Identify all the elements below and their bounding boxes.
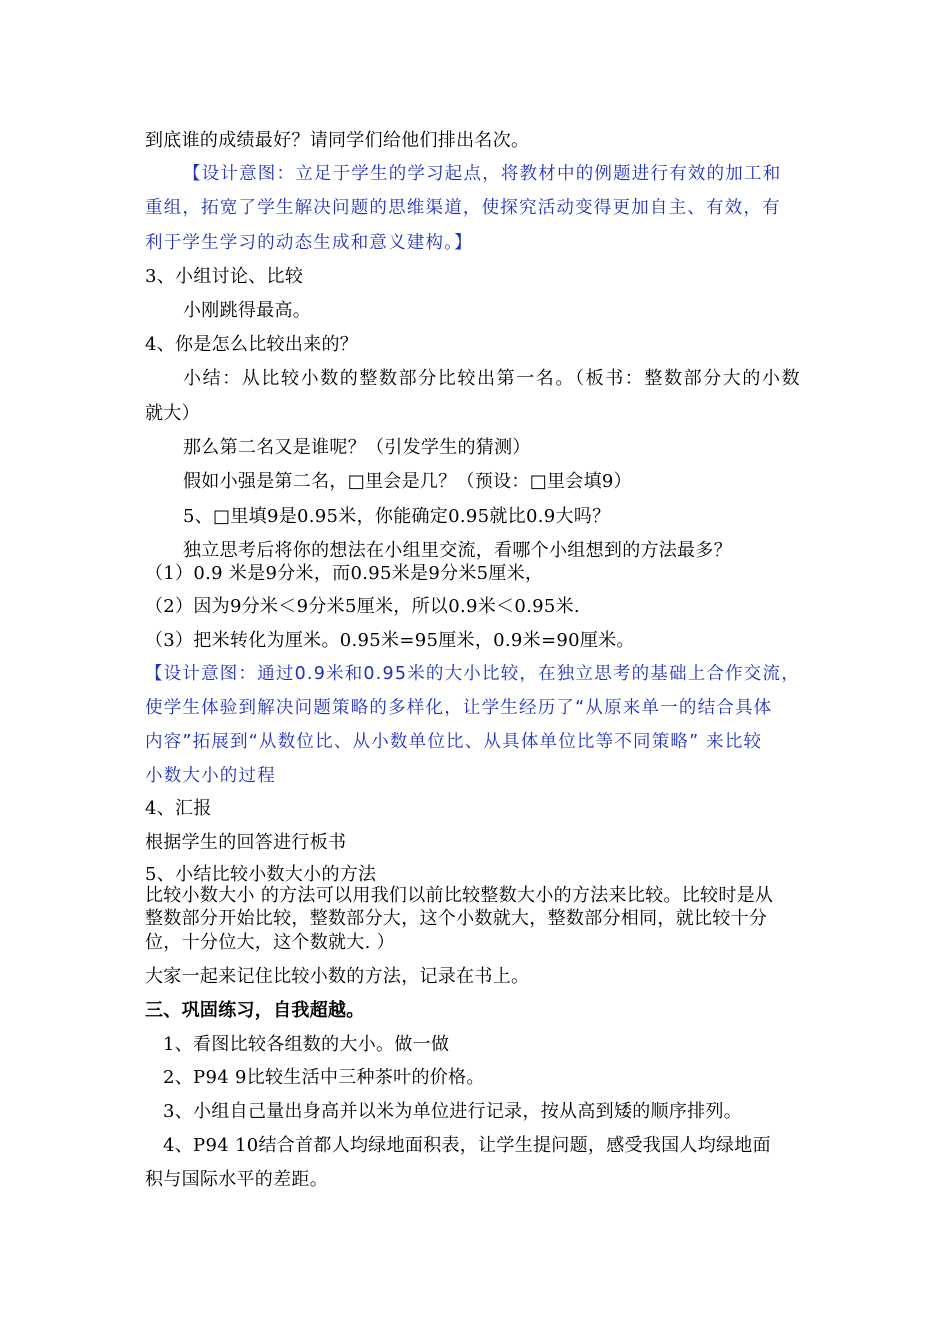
text-line: 整数部分开始比较，整数部分大，这个小数就大，整数部分相同，就比较十分	[145, 908, 768, 929]
design-intent-line: 【设计意图：通过0.9米和0.95米的大小比较，在独立思考的基础上合作交流，	[145, 664, 800, 684]
text-line: 位，十分位大，这个数就大. ）	[145, 932, 395, 953]
text-line: 根据学生的回答进行板书	[145, 832, 347, 853]
text-line: （3）把米转化为厘米。0.95米=95厘米，0.9米=90厘米。	[145, 630, 635, 651]
exercise-item: 4、P94 10结合首都人均绿地面积表，让学生提问题，感受我国人均绿地面	[163, 1135, 771, 1156]
text-line: 大家一起来记住比较小数的方法，记录在书上。	[145, 966, 530, 987]
text-line: 比较小数大小 的方法可以用我们以前比较整数大小的方法来比较。比较时是从	[145, 885, 774, 906]
section-heading: 4、汇报	[145, 798, 212, 819]
exercise-item: 1、看图比较各组数的大小。做一做	[163, 1034, 450, 1055]
text-line: 积与国际水平的差距。	[145, 1169, 328, 1190]
design-intent-line: 内容”拓展到“从数位比、从小数单位比、从具体单位比等不同策略” 来比较	[145, 732, 763, 752]
text-line: 假如小强是第二名，□里会是几？（预设：□里会填9）	[183, 471, 632, 492]
text-line: 那么第二名又是谁呢？（引发学生的猜测）	[183, 437, 531, 458]
text-line: （1）0.9 米是9分米，而0.95米是9分米5厘米，	[145, 563, 544, 584]
text-line: 独立思考后将你的想法在小组里交流，看哪个小组想到的方法最多？	[183, 540, 732, 561]
text-line: 就大）	[145, 403, 200, 424]
text-line: 小刚跳得最高。	[183, 300, 312, 321]
exercise-item: 3、小组自己量出身高并以米为单位进行记录，按从高到矮的顺序排列。	[163, 1101, 743, 1122]
design-intent-line: 小数大小的过程	[145, 766, 276, 786]
text-line: 小结：从比较小数的整数部分比较出第一名。（板书：整数部分大的小数	[183, 368, 802, 389]
exercise-item: 2、P94 9比较生活中三种茶叶的价格。	[163, 1067, 485, 1088]
section-heading: 三、巩固练习，自我超越。	[145, 1000, 365, 1021]
section-heading: 5、小结比较小数大小的方法	[145, 864, 377, 885]
section-heading: 3、小组讨论、比较	[145, 266, 304, 287]
design-intent-line: 利于学生学习的动态生成和意义建构。】	[145, 233, 473, 253]
text-line: 5、□里填9是0.95米，你能确定0.95就比0.9大吗？	[183, 506, 611, 527]
design-intent-line: 【设计意图：立足于学生的学习起点，将教材中的例题进行有效的加工和	[183, 164, 782, 184]
text-line: （2）因为9分米＜9分米5厘米，所以0.9米＜0.95米.	[145, 596, 580, 617]
design-intent-line: 使学生体验到解决问题策略的多样化，让学生经历了“从原来单一的结合具体	[145, 698, 773, 718]
design-intent-line: 重组，拓宽了学生解决问题的思维渠道，使探究活动变得更加自主、有效，有	[145, 198, 781, 218]
section-heading: 4、你是怎么比较出来的？	[145, 334, 359, 355]
text-line: 到底谁的成绩最好？请同学们给他们排出名次。	[145, 130, 530, 151]
